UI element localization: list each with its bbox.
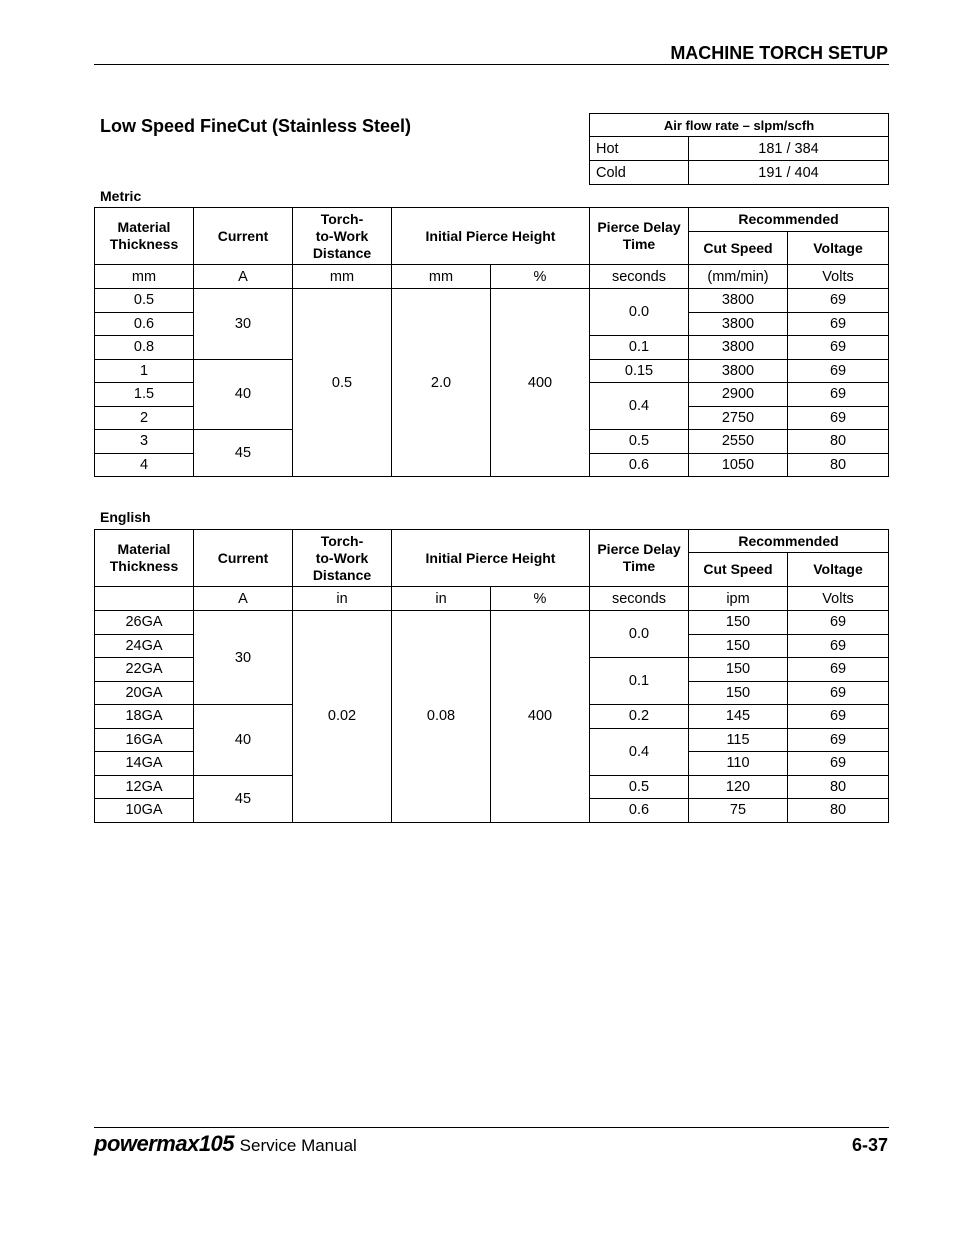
pierce-delay-cell: 0.5: [590, 430, 689, 454]
header-rule: [94, 64, 889, 65]
col-header-recommended: Recommended: [689, 208, 889, 232]
unit-cell: [95, 587, 194, 611]
page-title: Low Speed FineCut (Stainless Steel): [100, 116, 412, 136]
pierce-pct-cell: 400: [491, 289, 590, 477]
cut-speed-cell: 115: [689, 728, 788, 752]
unit-cell: mm: [392, 265, 491, 289]
col-header-cut-speed: Cut Speed: [689, 553, 788, 587]
cut-speed-cell: 3800: [689, 336, 788, 360]
voltage-cell: 69: [788, 406, 889, 430]
pierce-delay-cell: 0.1: [590, 336, 689, 360]
col-header-current: Current: [194, 530, 293, 587]
pierce-delay-cell: 0.0: [590, 611, 689, 658]
air-flow-label: Cold: [590, 161, 689, 185]
brand-logo: [94, 1131, 357, 1157]
page-number: 6-37: [851, 1135, 888, 1155]
unit-cell: %: [491, 265, 590, 289]
air-flow-table: [589, 113, 889, 185]
thickness-cell: 22GA: [95, 658, 194, 682]
voltage-cell: 69: [788, 705, 889, 729]
unit-cell: ipm: [689, 587, 788, 611]
voltage-cell: 80: [788, 775, 889, 799]
pierce-height-cell: 0.08: [392, 611, 491, 823]
voltage-cell: 69: [788, 611, 889, 635]
footer-rule: [94, 1127, 889, 1128]
thickness-cell: 0.5: [95, 289, 194, 313]
english-label: English: [100, 509, 151, 525]
units-row: [95, 587, 889, 611]
voltage-cell: 69: [788, 752, 889, 776]
col-header-voltage: Voltage: [788, 232, 889, 265]
unit-cell: Volts: [788, 587, 889, 611]
col-header-pierce-height: Initial Pierce Height: [392, 530, 590, 587]
manual-subtitle: Service Manual: [239, 1136, 357, 1155]
voltage-cell: 80: [788, 799, 889, 823]
brand-name: powermax105: [94, 1131, 235, 1156]
col-header-torch-distance: [293, 530, 392, 587]
pierce-delay-cell: 0.6: [590, 453, 689, 477]
pierce-delay-cell: 0.4: [590, 728, 689, 775]
unit-cell: in: [293, 587, 392, 611]
col-header-cut-speed: Cut Speed: [689, 232, 788, 265]
cut-speed-cell: 3800: [689, 289, 788, 313]
cut-speed-cell: 150: [689, 681, 788, 705]
metric-table: [94, 207, 889, 477]
thickness-cell: 20GA: [95, 681, 194, 705]
unit-cell: in: [392, 587, 491, 611]
air-flow-header: Air flow rate – slpm/scfh: [590, 114, 889, 137]
cut-speed-cell: 3800: [689, 359, 788, 383]
thickness-cell: 0.8: [95, 336, 194, 360]
torch-distance-cell: 0.02: [293, 611, 392, 823]
col-header-voltage: Voltage: [788, 553, 889, 587]
voltage-cell: 69: [788, 336, 889, 360]
cut-speed-cell: 2750: [689, 406, 788, 430]
current-cell: 45: [194, 430, 293, 477]
thickness-cell: 26GA: [95, 611, 194, 635]
voltage-cell: 80: [788, 430, 889, 454]
voltage-cell: 69: [788, 383, 889, 407]
voltage-cell: 80: [788, 453, 889, 477]
cut-speed-cell: 3800: [689, 312, 788, 336]
torch-header-line3: Distance: [312, 244, 372, 261]
cut-speed-cell: 1050: [689, 453, 788, 477]
cut-speed-cell: 2550: [689, 430, 788, 454]
thickness-cell: 1: [95, 359, 194, 383]
unit-cell: A: [194, 587, 293, 611]
table-row: [95, 611, 889, 635]
cut-speed-cell: 2900: [689, 383, 788, 407]
thickness-cell: 10GA: [95, 799, 194, 823]
thickness-cell: 4: [95, 453, 194, 477]
current-cell: 30: [194, 611, 293, 705]
torch-distance-cell: 0.5: [293, 289, 392, 477]
unit-cell: seconds: [590, 587, 689, 611]
english-table: [94, 529, 889, 823]
thickness-cell: 16GA: [95, 728, 194, 752]
thickness-cell: 1.5: [95, 383, 194, 407]
unit-cell: mm: [95, 265, 194, 289]
current-cell: 45: [194, 775, 293, 822]
section-header: MACHINE TORCH SETUP: [670, 43, 888, 63]
cut-speed-cell: 145: [689, 705, 788, 729]
voltage-cell: 69: [788, 681, 889, 705]
voltage-cell: 69: [788, 728, 889, 752]
table-row: [590, 137, 889, 161]
pierce-delay-cell: 0.6: [590, 799, 689, 823]
voltage-cell: 69: [788, 359, 889, 383]
table-row: [95, 289, 889, 313]
cut-speed-cell: 150: [689, 611, 788, 635]
voltage-cell: 69: [788, 289, 889, 313]
voltage-cell: 69: [788, 312, 889, 336]
current-cell: 40: [194, 359, 293, 430]
col-header-material: Material Thickness: [95, 208, 194, 265]
pierce-delay-cell: 0.5: [590, 775, 689, 799]
cut-speed-cell: 110: [689, 752, 788, 776]
col-header-material: Material Thickness: [95, 530, 194, 587]
pierce-delay-cell: 0.0: [590, 289, 689, 336]
thickness-cell: 3: [95, 430, 194, 454]
col-header-pierce-height: Initial Pierce Height: [392, 208, 590, 265]
pierce-height-cell: 2.0: [392, 289, 491, 477]
unit-cell: A: [194, 265, 293, 289]
unit-cell: (mm/min): [689, 265, 788, 289]
torch-header-line2: to-Work: [315, 549, 369, 566]
col-header-recommended: Recommended: [689, 530, 889, 553]
thickness-cell: 12GA: [95, 775, 194, 799]
pierce-delay-cell: 0.15: [590, 359, 689, 383]
cut-speed-cell: 75: [689, 799, 788, 823]
unit-cell: mm: [293, 265, 392, 289]
col-header-current: Current: [194, 208, 293, 265]
unit-cell: %: [491, 587, 590, 611]
torch-header-line2: to-Work: [315, 227, 369, 244]
pierce-delay-cell: 0.2: [590, 705, 689, 729]
metric-label: Metric: [100, 188, 142, 204]
air-flow-label: Hot: [590, 137, 689, 161]
thickness-cell: 14GA: [95, 752, 194, 776]
cut-speed-cell: 150: [689, 658, 788, 682]
cut-speed-cell: 150: [689, 634, 788, 658]
torch-header-line3: Distance: [312, 566, 372, 583]
col-header-torch-distance: [293, 208, 392, 265]
thickness-cell: 18GA: [95, 705, 194, 729]
voltage-cell: 69: [788, 658, 889, 682]
thickness-cell: 2: [95, 406, 194, 430]
current-cell: 30: [194, 289, 293, 360]
air-flow-value: 191 / 404: [689, 161, 889, 185]
cut-speed-cell: 120: [689, 775, 788, 799]
thickness-cell: 0.6: [95, 312, 194, 336]
pierce-pct-cell: 400: [491, 611, 590, 823]
torch-header-line1: Torch-: [320, 210, 364, 227]
table-row: [590, 161, 889, 185]
units-row: [95, 265, 889, 289]
current-cell: 40: [194, 705, 293, 776]
torch-header-line1: Torch-: [320, 532, 364, 549]
unit-cell: Volts: [788, 265, 889, 289]
col-header-pierce-delay: Pierce Delay Time: [590, 208, 689, 265]
thickness-cell: 24GA: [95, 634, 194, 658]
unit-cell: seconds: [590, 265, 689, 289]
pierce-delay-cell: 0.1: [590, 658, 689, 705]
voltage-cell: 69: [788, 634, 889, 658]
air-flow-value: 181 / 384: [689, 137, 889, 161]
pierce-delay-cell: 0.4: [590, 383, 689, 430]
col-header-pierce-delay: Pierce Delay Time: [590, 530, 689, 587]
